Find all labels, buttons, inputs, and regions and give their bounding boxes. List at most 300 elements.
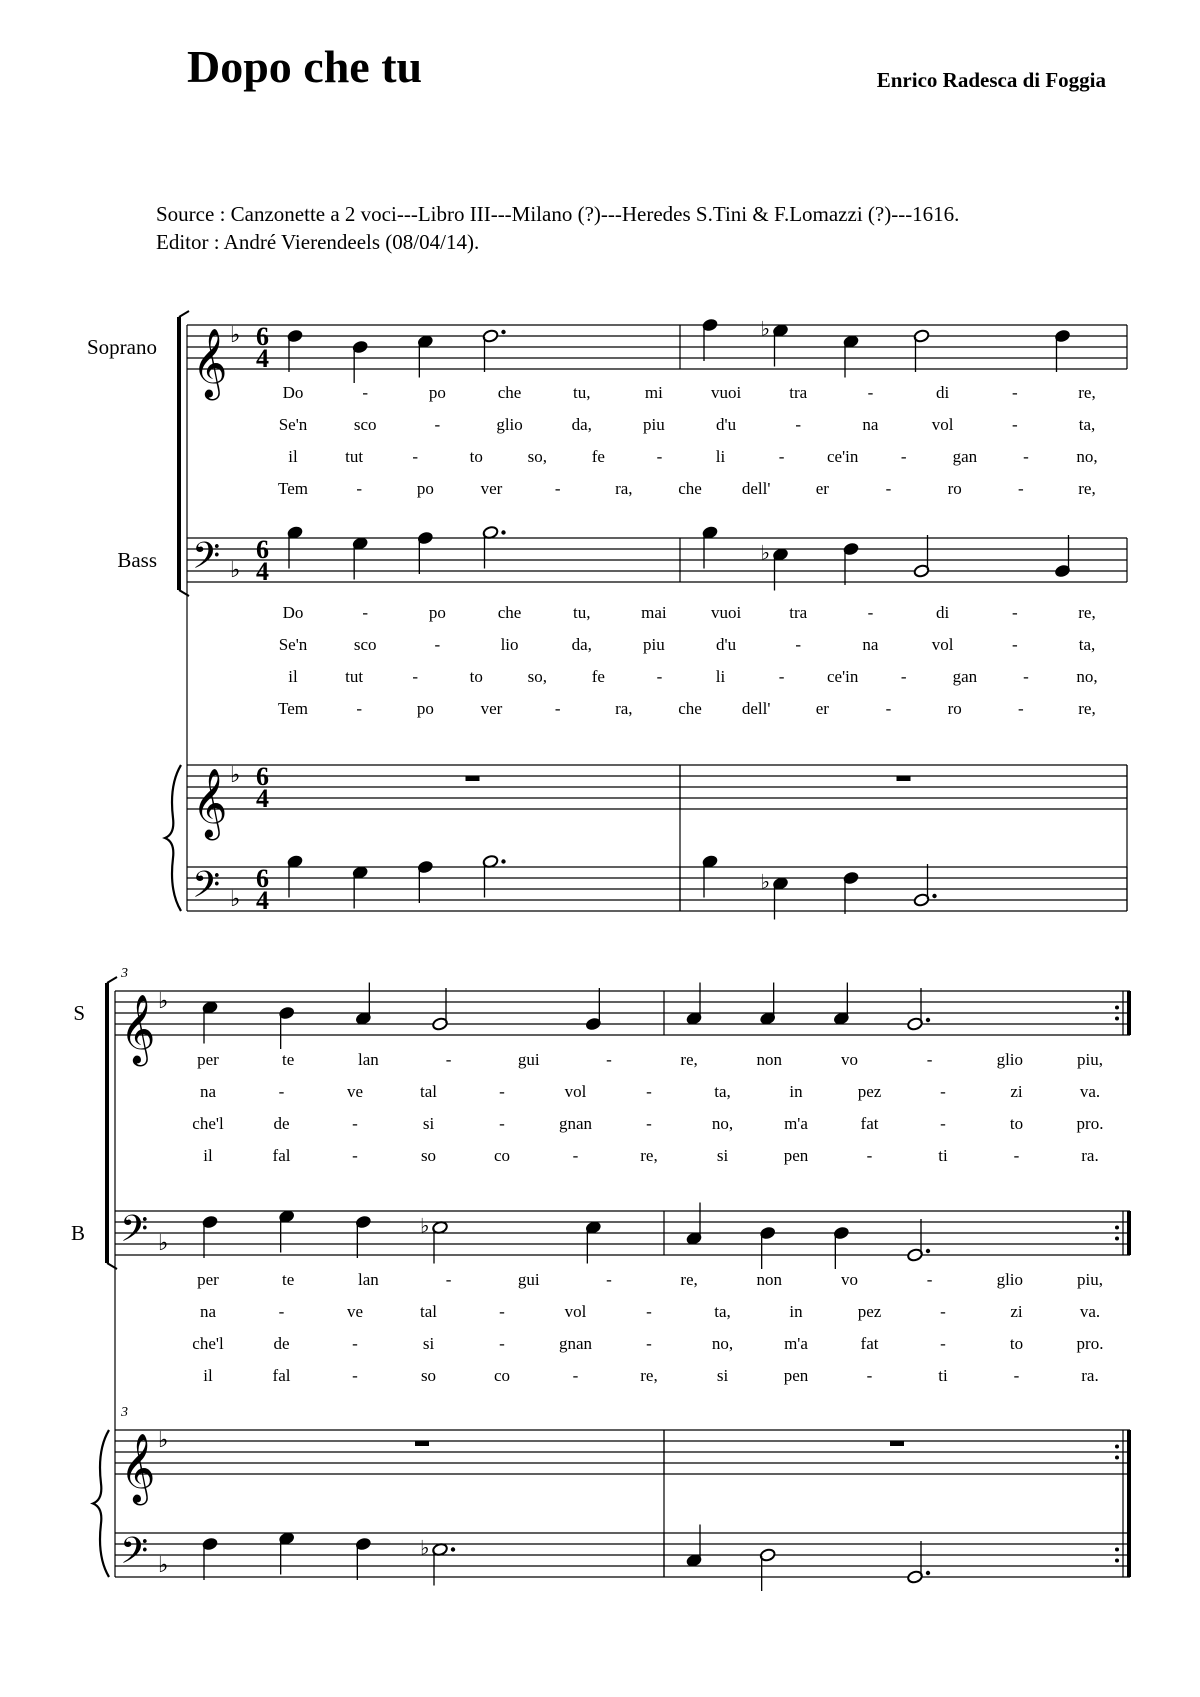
note — [352, 340, 369, 383]
bass-lyric-syllable: ce'in — [826, 667, 859, 686]
bass-lyric-syllable: - — [362, 603, 369, 622]
whole-rest — [890, 1441, 904, 1446]
flat-icon: ♭ — [760, 318, 770, 341]
bass-lyric-syllable: m'a — [784, 1334, 808, 1353]
bass-lyric-syllable: ta, — [1078, 635, 1096, 654]
augmentation-dot — [932, 894, 936, 898]
soprano-lyric-syllable: ra. — [1081, 1146, 1099, 1165]
bass-lyric-syllable: ra, — [615, 699, 633, 718]
bass-lyric-syllable: - — [866, 1366, 873, 1385]
bass-lyric-syllable: - — [352, 1366, 358, 1385]
bass-lyric-syllable: - — [412, 667, 418, 686]
piano-brace — [93, 1430, 109, 1577]
soprano-lyric-syllable: d'u — [716, 415, 737, 434]
bass-lyric-syllable: che — [497, 603, 522, 622]
bass-lyric-syllable: - — [885, 699, 892, 718]
bass-lyric-syllable: vo — [840, 1270, 858, 1289]
flat-icon: ♭ — [158, 1552, 169, 1577]
note — [759, 1548, 776, 1591]
bass-lyric-syllable: ta, — [714, 1302, 731, 1321]
augmentation-dot — [501, 859, 505, 863]
soprano-lyric-syllable: - — [606, 1050, 612, 1069]
note — [355, 1537, 372, 1580]
bass-lyric-syllable: no, — [1076, 667, 1098, 686]
bass-lyric-syllable: - — [1013, 1366, 1020, 1385]
flat-icon: ♭ — [230, 322, 241, 347]
time-signature-numerator: 6 — [256, 762, 269, 791]
note — [702, 318, 719, 361]
soprano-lyric-syllable: - — [646, 1114, 652, 1133]
repeat-thick-barline — [1127, 991, 1131, 1035]
augmentation-dot — [501, 530, 505, 534]
note — [432, 988, 449, 1031]
note — [482, 329, 505, 372]
bass-lyric-syllable: na — [862, 635, 879, 654]
soprano-lyric-syllable: il — [203, 1146, 213, 1165]
soprano-lyric-syllable: re, — [1078, 479, 1096, 498]
note — [417, 334, 434, 377]
soprano-lyric-syllable: li — [715, 447, 726, 466]
note — [907, 988, 930, 1031]
soprano-lyric-syllable: ve — [346, 1082, 364, 1101]
soprano-lyric-syllable: fe — [591, 447, 605, 466]
soprano-lyric-syllable: pez — [857, 1082, 882, 1101]
soprano-lyric-syllable: Se'n — [278, 415, 308, 434]
bass-lyric-syllable: ti — [938, 1366, 948, 1385]
bass-lyric-syllable: gan — [952, 667, 978, 686]
bass-lyric-syllable: - — [926, 1270, 933, 1289]
soprano-lyric-syllable: si — [422, 1114, 435, 1133]
bass-lyric-syllable: sco — [353, 635, 377, 654]
note — [772, 323, 789, 366]
editor-note: Editor : André Vierendeels (08/04/14). — [156, 230, 480, 254]
soprano-lyric-syllable: - — [499, 1114, 505, 1133]
note — [759, 1226, 776, 1269]
soprano-lyric-syllable: ti — [938, 1146, 948, 1165]
soprano-lyric-syllable: tut — [345, 447, 364, 466]
bass-lyric-syllable: so, — [527, 667, 547, 686]
bass-lyric-syllable: - — [434, 635, 441, 654]
note — [355, 983, 372, 1026]
bass-lyric-syllable: - — [656, 667, 663, 686]
bass-lyric-syllable: re, — [1078, 603, 1096, 622]
bass-lyric-syllable: lio — [500, 635, 519, 654]
bass-lyric-syllable: co — [493, 1366, 511, 1385]
bass-lyric-syllable: pez — [857, 1302, 882, 1321]
treble-clef-icon: 𝄞 — [192, 770, 228, 836]
bass-lyric-syllable: fe — [591, 667, 605, 686]
bass-lyric-syllable: re, — [1078, 699, 1096, 718]
bass-lyric-syllable: - — [1011, 635, 1018, 654]
soprano-lyric-syllable: - — [940, 1114, 946, 1133]
soprano-lyric-syllable: vo — [840, 1050, 858, 1069]
repeat-dot — [1115, 1017, 1119, 1021]
note — [278, 1531, 295, 1574]
note — [686, 1525, 703, 1568]
bass-lyric-syllable: dell' — [741, 699, 771, 718]
bass-lyric-syllable: fat — [860, 1334, 879, 1353]
soprano-lyric-syllable: vol — [564, 1082, 587, 1101]
soprano-lyric-syllable: - — [646, 1082, 652, 1101]
soprano-lyric-syllable: di — [936, 383, 950, 402]
bass-lyric-syllable: non — [756, 1270, 783, 1289]
soprano-lyric-syllable: il — [288, 447, 298, 466]
soprano-lyric-syllable: - — [499, 1082, 505, 1101]
note — [913, 329, 930, 372]
soprano-lyric-syllable: ta, — [714, 1082, 731, 1101]
bass-lyric-syllable: - — [646, 1334, 652, 1353]
bass-lyric-syllable: - — [352, 1334, 358, 1353]
bass-lyric-syllable: - — [445, 1270, 452, 1289]
soprano-lyric-syllable: ro — [947, 479, 962, 498]
note — [202, 1215, 219, 1258]
soprano-lyric-syllable: m'a — [784, 1114, 808, 1133]
bass-lyric-syllable: si — [422, 1334, 435, 1353]
choir-bracket — [105, 983, 109, 1263]
soprano-lyric-syllable: che'l — [192, 1114, 224, 1133]
soprano-lyric-syllable: ce'in — [826, 447, 859, 466]
soprano-lyric-syllable: vol — [931, 415, 954, 434]
flat-icon: ♭ — [760, 542, 770, 565]
bass-lyric-syllable: si — [716, 1366, 729, 1385]
soprano-lyric-syllable: - — [656, 447, 663, 466]
soprano-lyric-syllable: - — [434, 415, 441, 434]
bass-lyric-syllable: - — [940, 1302, 946, 1321]
soprano-lyric-syllable: - — [1017, 479, 1024, 498]
note — [417, 531, 434, 574]
soprano-lyric-syllable: glio — [996, 1050, 1024, 1069]
note — [482, 525, 505, 568]
repeat-thick-barline — [1127, 1211, 1131, 1255]
bass-lyric-syllable: - — [1017, 699, 1024, 718]
soprano-lyric-syllable: vuoi — [710, 383, 742, 402]
bass-lyric-syllable: - — [795, 635, 802, 654]
note — [686, 983, 703, 1026]
note — [843, 542, 860, 585]
soprano-lyric-syllable: va. — [1079, 1082, 1101, 1101]
soprano-lyric-syllable: - — [278, 1082, 285, 1101]
soprano-lyric-syllable: - — [866, 1146, 873, 1165]
bass-lyric-syllable: - — [572, 1366, 579, 1385]
soprano-lyric-syllable: - — [1023, 447, 1029, 466]
soprano-lyric-syllable: non — [756, 1050, 783, 1069]
bass-lyric-syllable: to — [1009, 1334, 1024, 1353]
score-title: Dopo che tu — [187, 41, 423, 92]
piano-brace — [165, 765, 181, 911]
soprano-lyric-syllable: de — [273, 1114, 290, 1133]
bass-lyric-syllable: - — [940, 1334, 946, 1353]
note — [352, 536, 369, 579]
bass-clef-icon: 𝄢 — [192, 536, 221, 585]
bass-lyric-syllable: il — [288, 667, 298, 686]
flat-icon: ♭ — [158, 1427, 169, 1452]
bass-lyric-syllable: lan — [357, 1270, 379, 1289]
source-note: Source : Canzonette a 2 voci---Libro III---Milano (?)---Heredes S.Tini & F.Lomazzi (?)---1616. — [156, 202, 960, 226]
choir-bracket-tip — [107, 977, 117, 983]
bass-lyric-syllable: Tem — [278, 699, 308, 718]
soprano-lyric-syllable: na — [199, 1082, 217, 1101]
time-signature-denominator: 4 — [256, 784, 269, 813]
time-signature-denominator: 4 — [256, 344, 269, 373]
bass-lyric-syllable: er — [815, 699, 829, 718]
soprano-lyric-syllable: gan — [952, 447, 978, 466]
bass-lyric-syllable: tal — [420, 1302, 437, 1321]
bass-lyric-syllable: - — [606, 1270, 612, 1289]
soprano-lyric-syllable: - — [867, 383, 874, 402]
soprano-lyric-syllable: che — [678, 479, 702, 498]
bass-lyric-syllable: - — [356, 699, 363, 718]
soprano-lyric-syllable: - — [356, 479, 363, 498]
bass-lyric-syllable: ve — [346, 1302, 364, 1321]
flat-icon: ♭ — [230, 762, 241, 787]
treble-clef-icon: 𝄞 — [120, 1435, 156, 1501]
whole-rest — [466, 776, 480, 781]
soprano-lyric-syllable: da, — [571, 415, 592, 434]
soprano-lyric-syllable: che — [497, 383, 522, 402]
soprano-lyric-syllable: - — [352, 1146, 358, 1165]
bass-lyric-syllable: vol — [931, 635, 954, 654]
soprano-lyric-syllable: tu, — [572, 383, 591, 402]
bass-lyric-syllable: ver — [480, 699, 503, 718]
bass-lyric-syllable: re, — [680, 1270, 698, 1289]
bass-clef-icon: 𝄢 — [120, 1209, 149, 1258]
note — [1054, 329, 1071, 372]
note — [702, 525, 719, 568]
measure-number: 3 — [121, 966, 128, 981]
soprano-lyric-syllable: to — [469, 447, 483, 466]
note — [833, 983, 850, 1026]
note — [843, 334, 860, 377]
staff-label-bass: B — [70, 1221, 85, 1245]
bass-lyric-syllable: da, — [571, 635, 592, 654]
staff-label-soprano: S — [73, 1001, 85, 1025]
bass-lyric-syllable: - — [554, 699, 561, 718]
soprano-lyric-syllable: zi — [1010, 1082, 1023, 1101]
bass-lyric-syllable: - — [499, 1334, 505, 1353]
soprano-lyric-syllable: si — [716, 1146, 729, 1165]
time-signature-numerator: 6 — [256, 864, 269, 893]
soprano-lyric-syllable: re, — [680, 1050, 698, 1069]
soprano-lyric-syllable: - — [1011, 415, 1018, 434]
composer-name: Enrico Radesca di Foggia — [876, 68, 1106, 92]
bass-lyric-syllable: gnan — [558, 1334, 593, 1353]
repeat-dot — [1115, 1548, 1119, 1552]
note — [287, 854, 304, 897]
bass-lyric-syllable: in — [789, 1302, 803, 1321]
soprano-lyric-syllable: tal — [420, 1082, 437, 1101]
augmentation-dot — [926, 1018, 930, 1022]
bass-lyric-syllable: fal — [272, 1366, 291, 1385]
bass-lyric-syllable: te — [282, 1270, 295, 1289]
bass-lyric-syllable: Do — [282, 603, 304, 622]
soprano-lyric-syllable: Do — [282, 383, 304, 402]
soprano-lyric-syllable: co — [493, 1146, 511, 1165]
measure-number: 3 — [121, 1405, 128, 1420]
soprano-lyric-syllable: mi — [644, 383, 663, 402]
soprano-lyric-syllable: piu, — [1077, 1050, 1103, 1069]
soprano-lyric-syllable: - — [1011, 383, 1018, 402]
soprano-lyric-syllable: dell' — [741, 479, 771, 498]
bass-clef-icon: 𝄢 — [120, 1531, 149, 1580]
note — [585, 988, 602, 1031]
note — [772, 547, 789, 590]
bass-lyric-syllable: vol — [564, 1302, 587, 1321]
bass-lyric-syllable: - — [499, 1302, 505, 1321]
soprano-lyric-syllable: glio — [496, 415, 523, 434]
bass-lyric-syllable: glio — [996, 1270, 1024, 1289]
soprano-lyric-syllable: po — [416, 479, 434, 498]
repeat-dot — [1115, 1226, 1119, 1230]
soprano-lyric-syllable: so — [420, 1146, 437, 1165]
soprano-lyric-syllable: Tem — [278, 479, 308, 498]
bass-lyric-syllable: li — [715, 667, 726, 686]
bass-lyric-syllable: va. — [1079, 1302, 1101, 1321]
soprano-lyric-syllable: no, — [711, 1114, 734, 1133]
note — [202, 1537, 219, 1580]
soprano-lyric-syllable: ver — [480, 479, 503, 498]
note — [772, 876, 789, 919]
soprano-lyric-syllable: no, — [1076, 447, 1098, 466]
choir-bracket-tip — [179, 311, 189, 317]
note — [287, 525, 304, 568]
note — [907, 1219, 930, 1262]
bass-lyric-syllable: Se'n — [278, 635, 308, 654]
note — [355, 1215, 372, 1258]
bass-lyric-syllable: so — [420, 1366, 437, 1385]
whole-rest — [897, 776, 911, 781]
bass-lyric-syllable: no, — [711, 1334, 734, 1353]
whole-rest — [415, 1441, 429, 1446]
note — [1054, 535, 1071, 578]
soprano-lyric-syllable: er — [815, 479, 829, 498]
soprano-lyric-syllable: gui — [517, 1050, 540, 1069]
soprano-lyric-syllable: ra, — [615, 479, 633, 498]
soprano-lyric-syllable: gnan — [558, 1114, 593, 1133]
note — [702, 854, 719, 897]
bass-lyric-syllable: che — [678, 699, 702, 718]
note — [907, 1541, 930, 1584]
staff-label-soprano: Soprano — [87, 335, 157, 359]
bass-lyric-syllable: - — [778, 667, 785, 686]
time-signature-denominator: 4 — [256, 557, 269, 586]
bass-lyric-syllable: tu, — [572, 603, 591, 622]
choir-bracket — [177, 317, 181, 590]
staff-label-bass: Bass — [117, 548, 157, 572]
note — [278, 1209, 295, 1252]
soprano-lyric-syllable: re, — [1078, 383, 1096, 402]
note — [913, 535, 930, 578]
flat-icon: ♭ — [230, 557, 241, 582]
bass-lyric-syllable: d'u — [716, 635, 737, 654]
repeat-dot — [1115, 1456, 1119, 1460]
soprano-lyric-syllable: - — [1013, 1146, 1020, 1165]
repeat-dot — [1115, 1006, 1119, 1010]
note — [759, 983, 776, 1026]
soprano-lyric-syllable: - — [926, 1050, 933, 1069]
repeat-dot — [1115, 1237, 1119, 1241]
soprano-lyric-syllable: po — [428, 383, 446, 402]
note — [352, 865, 369, 908]
soprano-lyric-syllable: te — [282, 1050, 295, 1069]
soprano-lyric-syllable: piu — [643, 415, 665, 434]
repeat-dot — [1115, 1559, 1119, 1563]
bass-lyric-syllable: il — [203, 1366, 213, 1385]
bass-lyric-syllable: - — [1023, 667, 1029, 686]
bass-lyric-syllable: ro — [947, 699, 962, 718]
note — [833, 1226, 850, 1269]
repeat-dot — [1115, 1445, 1119, 1449]
soprano-lyric-syllable: - — [900, 447, 907, 466]
note — [913, 864, 936, 907]
soprano-lyric-syllable: - — [940, 1082, 946, 1101]
bass-lyric-syllable: pro. — [1076, 1334, 1104, 1353]
bass-lyric-syllable: re, — [640, 1366, 658, 1385]
bass-lyric-syllable: tut — [345, 667, 364, 686]
flat-icon: ♭ — [158, 988, 169, 1013]
soprano-lyric-syllable: re, — [640, 1146, 658, 1165]
flat-icon: ♭ — [230, 886, 241, 911]
augmentation-dot — [926, 1571, 930, 1575]
bass-lyric-syllable: piu — [643, 635, 665, 654]
bass-lyric-syllable: zi — [1010, 1302, 1023, 1321]
repeat-thick-barline — [1127, 1430, 1131, 1577]
bass-lyric-syllable: pen — [783, 1366, 809, 1385]
note — [287, 329, 304, 372]
note — [843, 871, 860, 914]
soprano-lyric-syllable: to — [1009, 1114, 1024, 1133]
note — [432, 1542, 455, 1585]
soprano-lyric-syllable: ta, — [1078, 415, 1096, 434]
bass-lyric-syllable: che'l — [192, 1334, 224, 1353]
soprano-lyric-syllable: pro. — [1076, 1114, 1104, 1133]
bass-lyric-syllable: - — [646, 1302, 652, 1321]
bass-lyric-syllable: de — [273, 1334, 290, 1353]
flat-icon: ♭ — [420, 1215, 430, 1238]
soprano-lyric-syllable: - — [778, 447, 785, 466]
note — [432, 1220, 449, 1263]
bass-lyric-syllable: ra. — [1081, 1366, 1099, 1385]
time-signature-denominator: 4 — [256, 886, 269, 915]
bass-lyric-syllable: mai — [641, 603, 667, 622]
soprano-lyric-syllable: - — [352, 1114, 358, 1133]
soprano-lyric-syllable: fal — [272, 1146, 291, 1165]
soprano-lyric-syllable: sco — [353, 415, 377, 434]
bass-lyric-syllable: gui — [517, 1270, 540, 1289]
note — [585, 1220, 602, 1263]
augmentation-dot — [451, 1547, 455, 1551]
bass-lyric-syllable: piu, — [1077, 1270, 1103, 1289]
bass-lyric-syllable: po — [428, 603, 446, 622]
note — [202, 1000, 219, 1043]
bass-lyric-syllable: vuoi — [710, 603, 742, 622]
bass-lyric-syllable: - — [278, 1302, 285, 1321]
soprano-lyric-syllable: - — [554, 479, 561, 498]
soprano-lyric-syllable: na — [862, 415, 879, 434]
soprano-lyric-syllable: lan — [357, 1050, 379, 1069]
bass-lyric-syllable: per — [197, 1270, 219, 1289]
soprano-lyric-syllable: - — [445, 1050, 452, 1069]
soprano-lyric-syllable: fat — [860, 1114, 879, 1133]
soprano-lyric-syllable: so, — [527, 447, 547, 466]
treble-clef-icon: 𝄞 — [192, 330, 228, 396]
flat-icon: ♭ — [158, 1230, 169, 1255]
soprano-lyric-syllable: - — [885, 479, 892, 498]
treble-clef-icon: 𝄞 — [120, 996, 156, 1062]
soprano-lyric-syllable: - — [412, 447, 418, 466]
bass-lyric-syllable: po — [416, 699, 434, 718]
bass-lyric-syllable: to — [469, 667, 483, 686]
bass-lyric-syllable: na — [199, 1302, 217, 1321]
